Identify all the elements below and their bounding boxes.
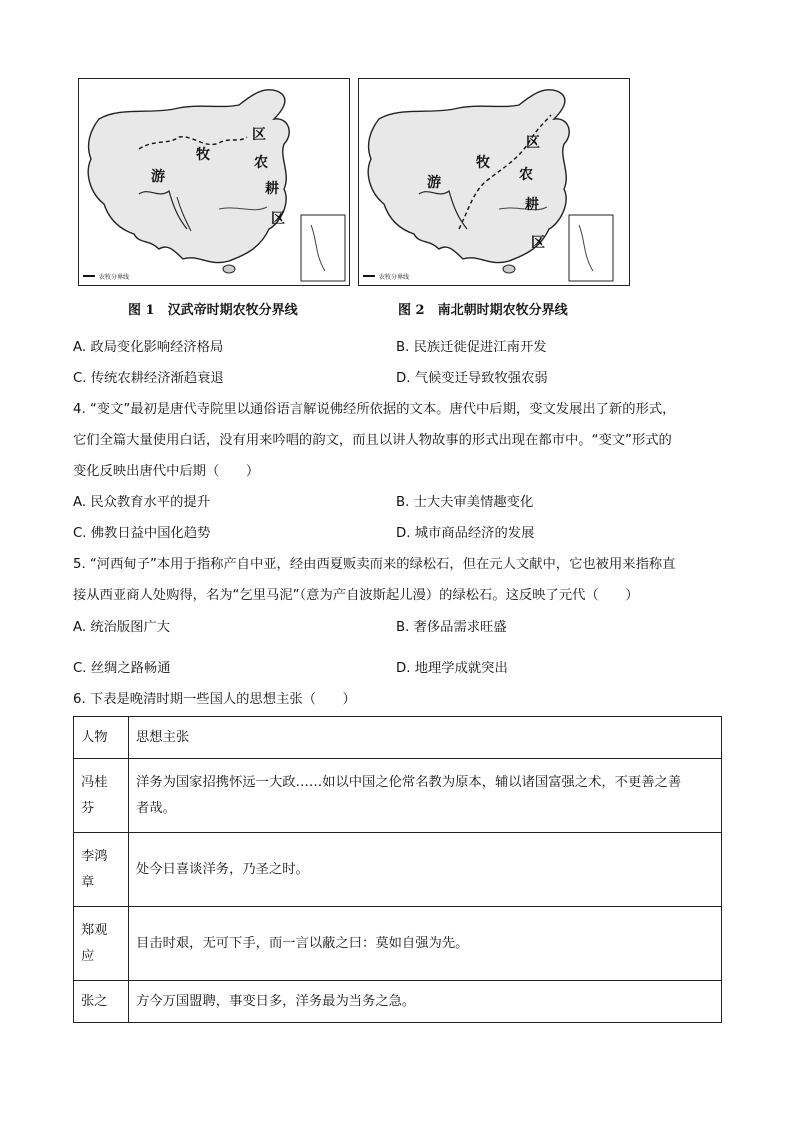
q5-option-b: B. 奢侈品需求旺盛: [396, 620, 507, 635]
cell-line: 应: [81, 948, 95, 964]
q4-option-b: B. 士大夫审美情趣变化: [396, 495, 534, 510]
table-cell-person: [74, 833, 129, 907]
q3-option-b: B. 民族迁徙促进江南开发: [396, 340, 547, 355]
cell-line: 洋务为国家招携怀远一大政……如以中国之伦常名教为原本，辅以诸国富强之术，不更善之善: [136, 774, 682, 790]
map-label: 区: [271, 211, 285, 227]
q5-option-d: D. 地理学成就突出: [396, 661, 508, 676]
table-row: [74, 907, 722, 981]
map-figure-2: [358, 78, 630, 286]
map-label: 游: [151, 169, 165, 185]
q4-stem-line: 4. “变文”最初是唐代寺院里以通俗语言解说佛经所依据的文本。唐代中后期，变文发展出了新的形式，: [73, 402, 676, 417]
map-label: 区: [252, 127, 266, 143]
table-row: [74, 759, 722, 833]
figure-2-caption: 图 2 南北朝时期农牧分界线: [398, 303, 568, 318]
table-header-idea: 思想主张: [129, 717, 722, 759]
cell-line: 郑观: [81, 922, 108, 938]
cell-line: 冯桂: [81, 774, 108, 790]
table-row: [74, 833, 722, 907]
q4-option-d: D. 城市商品经济的发展: [396, 526, 535, 541]
q3-option-d: D. 气候变迁导致牧强农弱: [396, 371, 548, 386]
q5-option-c: C. 丝绸之路畅通: [73, 661, 171, 676]
table-cell-idea: 方今万国盟聘，事变日多，洋务最为当务之急。: [129, 981, 722, 1023]
q6-stem: 6. 下表是晚清时期一些国人的思想主张（ ）: [73, 692, 356, 707]
cell-line: 李鸿: [81, 848, 108, 864]
table-cell-person: 张之: [74, 981, 129, 1023]
map-label: 耕: [265, 181, 279, 197]
q6-table: [73, 716, 722, 1023]
table-cell-person: [74, 907, 129, 981]
q4-option-a: A. 民众教育水平的提升: [73, 495, 210, 510]
map-label: 牧: [476, 155, 490, 171]
table-cell-person: [74, 759, 129, 833]
map-label: 牧: [196, 147, 210, 163]
table-header-person: 人物: [74, 717, 129, 759]
figure-1-caption: 图 1 汉武帝时期农牧分界线: [128, 303, 298, 318]
cell-line: 章: [81, 874, 95, 890]
cell-line: 者哉。: [136, 800, 176, 816]
map-label: 区: [531, 235, 545, 251]
china-map-illustration: [359, 79, 616, 285]
q5-option-a: A. 统治版图广大: [73, 620, 171, 635]
table-row: [74, 981, 722, 1023]
table-header-row: [74, 717, 722, 759]
map-label: 耕: [525, 197, 539, 213]
map-legend-text: 农牧分界线: [379, 274, 410, 281]
map-label: 游: [427, 175, 441, 191]
q4-stem-line: 变化反映出唐代中后期（ ）: [73, 464, 260, 479]
cell-line: 芬: [81, 800, 95, 816]
table-cell-idea: 处今日喜谈洋务，乃圣之时。: [129, 833, 722, 907]
q4-option-c: C. 佛教日益中国化趋势: [73, 526, 211, 541]
map-label: 农: [519, 167, 533, 183]
q4-stem-line: 它们全篇大量使用白话，没有用来吟唱的韵文，而且以讲人物故事的形式出现在都市中。“变文”形式的: [73, 433, 672, 448]
map-figure-1: [78, 78, 350, 286]
table-cell-idea: 目击时艰，无可下手，而一言以蔽之曰：莫如自强为先。: [129, 907, 722, 981]
map-label: 区: [526, 135, 540, 151]
q3-option-c: C. 传统农耕经济渐趋衰退: [73, 371, 224, 386]
map-legend-text: 农牧分界线: [99, 274, 130, 281]
map-label: 农: [254, 155, 268, 171]
table-cell-idea: [129, 759, 722, 833]
q3-option-a: A. 政局变化影响经济格局: [73, 340, 224, 355]
q5-stem-line: 5. “河西甸子”本用于指称产自中亚，经由西夏贩卖而来的绿松石，但在元人文献中，它也被用来指称直: [73, 557, 676, 572]
q5-stem-line: 接从西亚商人处购得，名为“乞里马泥”（意为产自波斯起儿漫）的绿松石。这反映了元代（ ）: [73, 588, 639, 603]
china-map-illustration: [79, 79, 349, 285]
